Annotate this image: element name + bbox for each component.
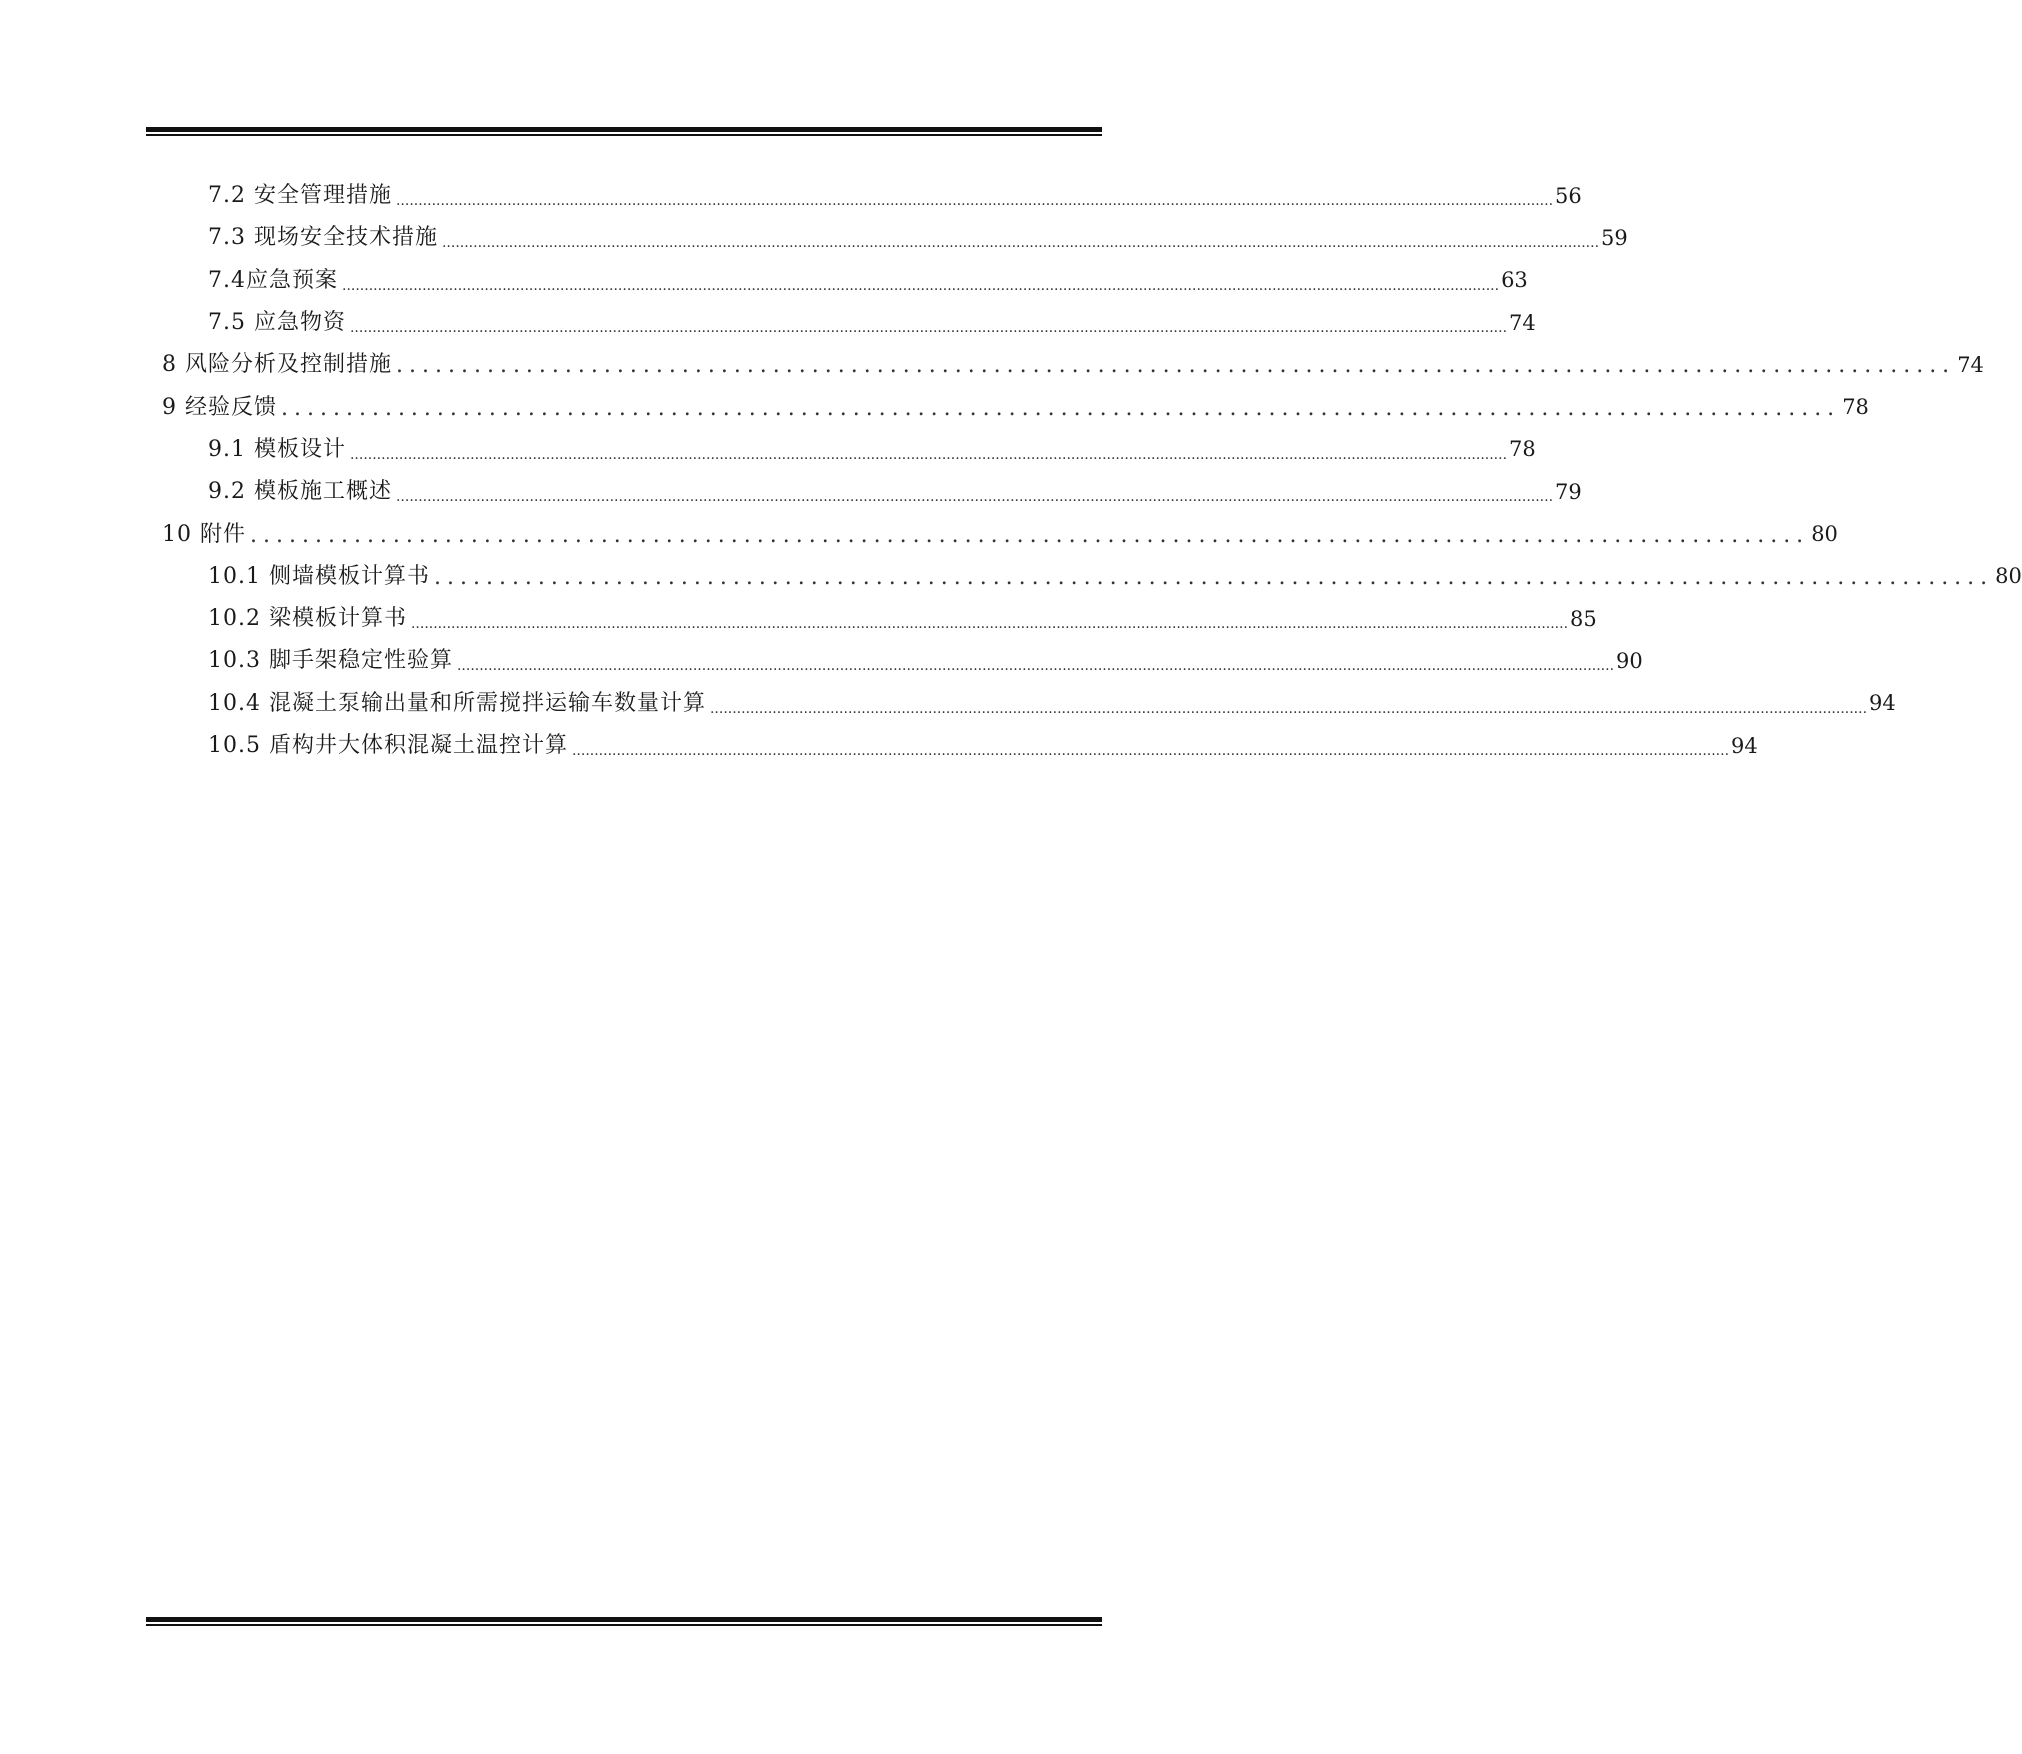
toc-leader: .................................................................................................................................................................................................................................................................... — [441, 235, 1600, 252]
toc-entry-label: 9.1 模板设计 — [208, 436, 346, 462]
footer-rule-thick — [146, 1617, 1102, 1622]
toc-entry-label: 7.2 安全管理措施 — [208, 183, 392, 209]
header-rule — [146, 127, 1102, 136]
toc-entry[interactable] — [162, 344, 1984, 386]
toc-leader: .................................................................................................................................................................................................................................................................... — [349, 320, 1508, 337]
toc-entry-page: 74 — [1509, 310, 1536, 335]
table-of-contents — [162, 175, 2022, 767]
toc-entry-label: 10.2 梁模板计算书 — [208, 606, 407, 632]
toc-entry-page: 78 — [1509, 437, 1536, 462]
toc-entry[interactable] — [162, 513, 1838, 555]
toc-leader: .................................................................................................................................................................................................................................................................... — [349, 446, 1508, 463]
header-rule-thick — [146, 127, 1102, 132]
toc-entry-page: 79 — [1555, 479, 1582, 504]
toc-entry[interactable] — [162, 302, 1536, 344]
toc-entry-page: 59 — [1601, 225, 1628, 250]
toc-entry-label: 7.5 应急物资 — [208, 310, 346, 336]
header-rule-thin — [146, 134, 1102, 136]
toc-entry[interactable] — [162, 556, 2022, 598]
toc-entry[interactable] — [162, 175, 1582, 217]
toc-entry-page: 80 — [1995, 564, 2022, 589]
toc-entry-page: 63 — [1501, 268, 1528, 293]
toc-entry-page: 74 — [1957, 352, 1984, 377]
toc-leader: .................................................................................................................................................................................................................................................................... — [456, 658, 1615, 675]
toc-entry[interactable] — [162, 386, 1869, 428]
toc-entry-page: 80 — [1811, 522, 1838, 547]
toc-entry[interactable] — [162, 217, 1628, 259]
toc-leader: .................................................................................................................................................................................................................................................................... — [395, 193, 1554, 210]
toc-entry[interactable] — [162, 683, 1896, 725]
toc-leader: ........................................................................................................................ — [250, 522, 1810, 548]
toc-entry-label: 10.4 混凝土泵输出量和所需搅拌运输车数量计算 — [208, 690, 706, 716]
toc-entry-label: 8 风险分析及控制措施 — [162, 352, 392, 378]
toc-entry-label: 7.4应急预案 — [208, 267, 338, 293]
toc-leader: .................................................................................................................................................................................................................................................................... — [571, 743, 1730, 759]
toc-entry-page: 90 — [1616, 648, 1643, 673]
toc-entry-label: 7.3 现场安全技术措施 — [208, 225, 438, 251]
footer-rule — [146, 1617, 1102, 1626]
toc-leader: ........................................................................................................................ — [281, 395, 1841, 421]
toc-entry[interactable] — [162, 640, 1643, 682]
toc-entry-page: 94 — [1731, 733, 1758, 758]
toc-leader: .................................................................................................................................................................................................................................................................... — [709, 700, 1868, 717]
toc-leader: ........................................................................................................................ — [396, 353, 1956, 379]
toc-leader: .................................................................................................................................................................................................................................................................... — [410, 616, 1569, 633]
toc-entry[interactable] — [162, 471, 1582, 513]
toc-entry-label: 10.1 侧墙模板计算书 — [208, 563, 430, 589]
toc-entry[interactable] — [162, 429, 1536, 471]
toc-entry-label: 10.3 脚手架稳定性验算 — [208, 648, 453, 674]
toc-entry-page: 56 — [1555, 183, 1582, 208]
toc-entry[interactable] — [162, 260, 1528, 302]
toc-entry-label: 9 经验反馈 — [162, 394, 277, 420]
toc-leader: ........................................................................................................................ — [433, 564, 1994, 590]
toc-entry[interactable] — [162, 725, 1758, 767]
toc-leader: .................................................................................................................................................................................................................................................................... — [395, 489, 1554, 506]
toc-entry-label: 10 附件 — [162, 521, 246, 547]
toc-entry-page: 78 — [1842, 395, 1869, 420]
toc-entry-label: 10.5 盾构井大体积混凝土温控计算 — [208, 733, 568, 758]
toc-entry[interactable] — [162, 598, 1597, 640]
footer-rule-thin — [146, 1624, 1102, 1626]
toc-entry-label: 9.2 模板施工概述 — [208, 479, 392, 505]
toc-leader: .................................................................................................................................................................................................................................................................... — [342, 277, 1500, 294]
toc-entry-page: 85 — [1570, 606, 1597, 631]
toc-entry-page: 94 — [1869, 691, 1896, 716]
